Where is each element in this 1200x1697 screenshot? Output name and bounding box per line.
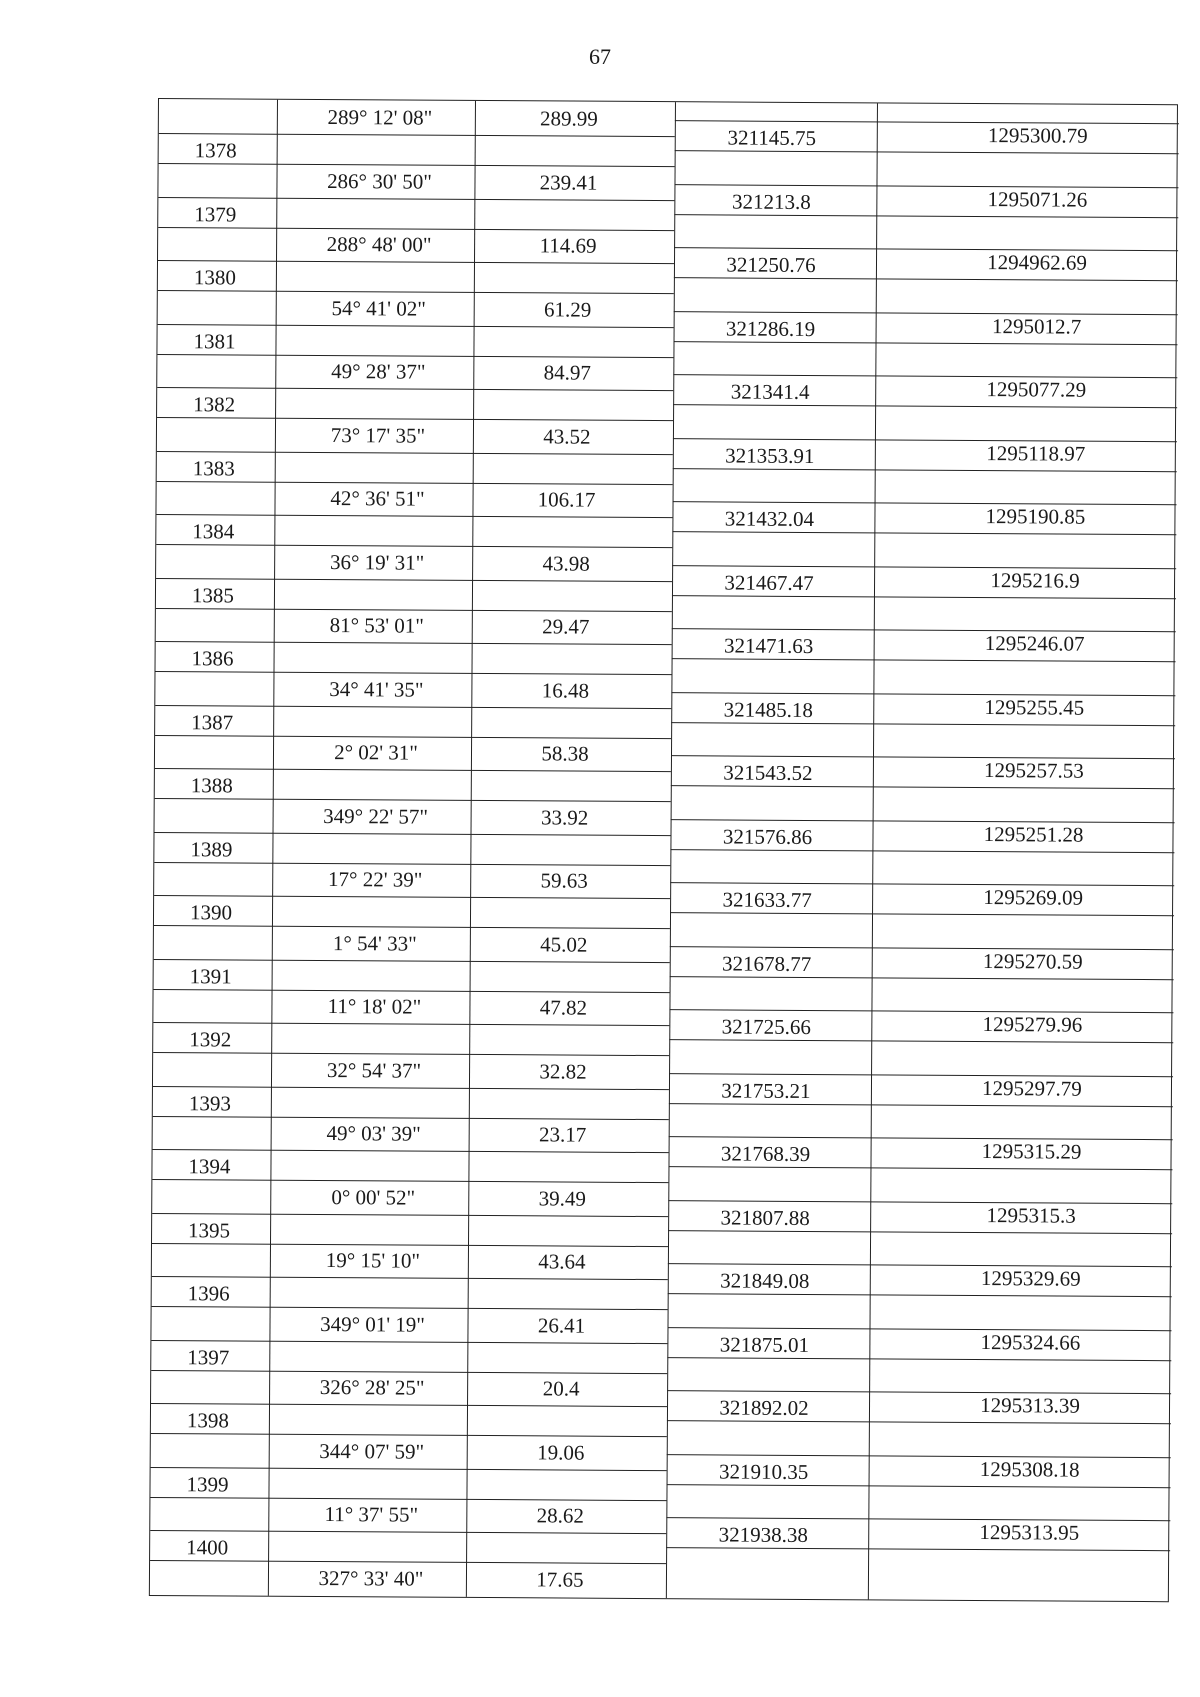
distance-cell: 19.06 [537,1439,585,1465]
bearing-cell: 349° 22' 57" [323,803,429,829]
northing-cell: 1295216.9 [990,567,1080,593]
northing-cell: 1295315.3 [986,1202,1076,1228]
easting-cell: 321485.18 [723,696,813,722]
northing-cell: 1295257.53 [983,758,1084,783]
distance-cell: 84.97 [543,360,592,385]
easting-cell: 321467.47 [724,569,814,595]
easting-cell: 321633.77 [722,887,812,913]
point-id-cell: 1391 [189,963,232,988]
bearing-cell: 344° 07' 59" [319,1438,425,1464]
bearing-cell: 349° 01' 19" [320,1311,425,1337]
point-id-cell: 1384 [192,519,235,544]
distance-cell: 23.17 [538,1122,587,1147]
distance-cell: 61.29 [544,296,592,322]
point-id-cell: 1389 [190,836,233,861]
distance-cell: 29.47 [542,614,590,639]
bearing-cell: 19° 15' 10" [325,1248,421,1273]
northing-cell: 1295297.79 [982,1075,1082,1101]
northing-cell: 1294962.69 [987,250,1087,275]
point-id-cell: 1396 [187,1281,230,1306]
point-id-cell: 1400 [186,1535,229,1560]
bearing-cell: 327° 33' 40" [318,1565,424,1591]
point-id-cell: 1395 [188,1217,231,1242]
bearing-cell: 289° 12' 08" [327,105,433,130]
point-id-cell: 1387 [191,709,234,734]
northing-cell: 1295324.66 [980,1329,1081,1355]
bearing-cell: 288° 48' 00" [326,232,432,257]
coordinate-table [149,98,1178,1602]
easting-cell: 321725.66 [721,1014,812,1040]
northing-cell: 1295246.07 [984,631,1085,656]
point-id-cell: 1380 [193,265,236,290]
easting-cell: 321753.21 [721,1077,811,1103]
distance-cell: 239.41 [539,169,598,195]
distance-cell: 45.02 [540,931,588,957]
easting-cell: 321576.86 [722,823,813,849]
bearing-cell: 34° 41' 35" [329,676,424,702]
easting-cell: 321849.08 [720,1268,810,1294]
bearing-cell: 326° 28' 25" [319,1375,425,1400]
northing-cell: 1295251.28 [983,821,1084,847]
distance-cell: 17.65 [536,1566,584,1592]
bearing-cell: 42° 36' 51" [330,486,425,511]
easting-cell: 321432.04 [724,506,815,532]
bearing-cell: 36° 19' 31" [329,549,425,575]
distance-cell: 20.4 [542,1376,580,1401]
bearing-cell: 49° 28' 37" [331,359,426,384]
point-id-cell: 1381 [193,328,236,353]
northing-cell: 1295269.09 [983,885,1084,910]
bearing-cell: 32° 54' 37" [326,1057,422,1083]
point-id-cell: 1386 [191,646,234,671]
northing-cell: 1295329.69 [980,1266,1081,1291]
bearing-cell: 0° 00' 52" [331,1184,416,1210]
distance-cell: 16.48 [541,677,590,703]
bearing-cell: 286° 30' 50" [327,168,432,194]
point-id-cell: 1385 [191,582,235,607]
bearing-cell: 11° 37' 55" [324,1502,419,1527]
easting-cell: 321892.02 [719,1395,809,1420]
distance-cell: 28.62 [536,1503,585,1528]
northing-cell: 1295118.97 [986,440,1086,466]
northing-cell: 1295313.95 [979,1520,1080,1545]
distance-cell: 47.82 [539,995,588,1020]
northing-cell: 1295300.79 [987,123,1088,148]
easting-cell: 321938.38 [718,1522,808,1547]
point-id-cell: 1398 [186,1408,229,1433]
northing-cell: 1295071.26 [987,186,1088,212]
page-number: 67 [589,44,611,69]
easting-cell: 321678.77 [722,950,812,976]
bearing-cell: 1° 54' 33" [332,930,417,956]
easting-cell: 321250.76 [726,252,816,278]
easting-cell: 321286.19 [725,315,816,341]
bearing-cell: 73° 17' 35" [330,422,426,448]
northing-cell: 1295279.96 [982,1012,1083,1037]
distance-cell: 32.82 [539,1058,587,1084]
easting-cell: 321353.91 [725,442,815,468]
northing-cell: 1295270.59 [982,948,1083,974]
point-id-cell: 1390 [189,900,233,925]
point-id-cell: 1378 [194,138,237,163]
bearing-cell: 2° 02' 31" [334,740,418,765]
distance-cell: 106.17 [537,487,596,512]
distance-cell: 33.92 [540,804,589,830]
northing-cell: 1295255.45 [984,694,1085,720]
distance-cell: 43.52 [543,423,591,449]
bearing-cell: 54° 41' 02" [331,295,426,321]
northing-cell: 1295315.29 [981,1139,1082,1164]
easting-cell: 321910.35 [718,1458,809,1484]
bearing-cell: 17° 22' 39" [328,867,423,892]
easting-cell: 321807.88 [720,1204,810,1230]
easting-cell: 321145.75 [727,125,817,151]
easting-cell: 321471.63 [723,633,814,659]
distance-cell: 43.98 [542,550,590,576]
point-id-cell: 1394 [188,1154,231,1179]
easting-cell: 321768.39 [720,1141,811,1167]
northing-cell: 1295012.7 [991,313,1082,339]
distance-cell: 26.41 [537,1312,586,1338]
point-id-cell: 1399 [186,1471,229,1496]
distance-cell: 114.69 [539,233,597,258]
easting-cell: 321875.01 [719,1331,810,1357]
point-id-cell: 1393 [188,1090,231,1115]
bearing-cell: 11° 18' 02" [327,994,422,1019]
distance-cell: 39.49 [538,1185,586,1211]
point-id-cell: 1383 [192,455,235,480]
easting-cell: 321341.4 [730,379,810,404]
bearing-cell: 49° 03' 39" [326,1121,421,1146]
point-id-cell: 1388 [190,773,233,798]
northing-cell: 1295313.39 [980,1393,1080,1418]
northing-cell: 1295308.18 [979,1456,1080,1482]
distance-cell: 43.64 [538,1249,586,1274]
point-id-cell: 1397 [187,1344,230,1369]
bearing-cell: 81° 53' 01" [329,613,424,638]
easting-cell: 321213.8 [731,189,811,214]
point-id-cell: 1392 [189,1027,232,1052]
northing-cell: 1295077.29 [986,377,1087,402]
point-id-cell: 1382 [193,392,236,417]
distance-cell: 59.63 [540,868,588,893]
northing-cell: 1295190.85 [985,504,1086,529]
easting-cell: 321543.52 [723,760,813,786]
point-id-cell: 1379 [194,201,237,226]
distance-cell: 58.38 [541,741,589,766]
distance-cell: 289.99 [539,106,598,131]
